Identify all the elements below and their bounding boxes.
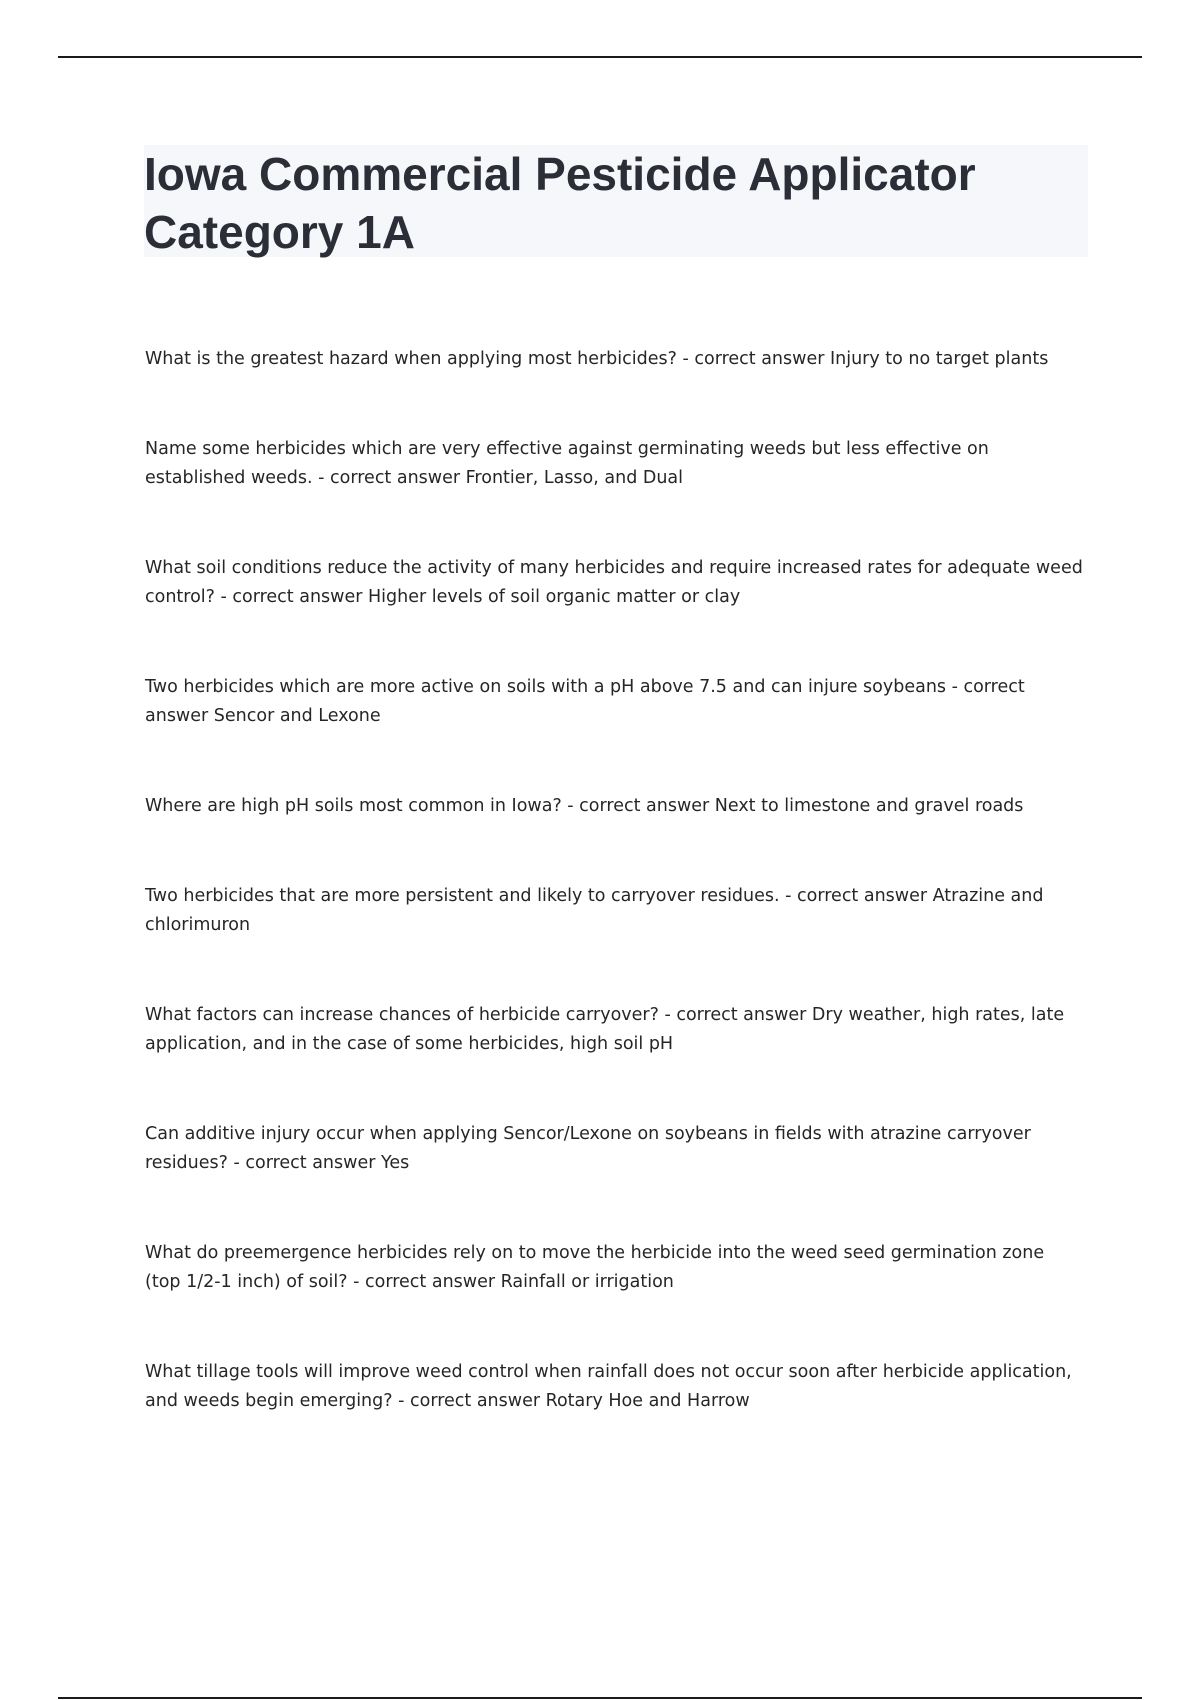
- title-banner: [144, 145, 1088, 257]
- qa-item-7: What factors can increase chances of herbicide carryover? - correct answer Dry weather, high rates, late application, and in the case of some herbicides, high soil pH: [145, 1005, 1065, 1054]
- qa-item-10: What tillage tools will improve weed control when rainfall does not occur soon after herbicide application, and weeds begin emerging? - correct answer Rotary Hoe and Harrow: [145, 1362, 1072, 1411]
- qa-item-5: Where are high pH soils most common in Iowa? - correct answer Next to limestone and gravel roads: [145, 796, 1024, 816]
- qa-item-9: What do preemergence herbicides rely on to move the herbicide into the weed seed germination zone (top 1/2-1 inch) of soil? - correct answer Rainfall or irrigation: [145, 1243, 1045, 1292]
- top-divider: [58, 56, 1142, 58]
- bottom-divider: [58, 1697, 1142, 1699]
- qa-item-3: What soil conditions reduce the activity of many herbicides and require increased rates for adequate weed control? - correct answer Higher levels of soil organic matter or clay: [145, 558, 1083, 607]
- qa-item-6: Two herbicides that are more persistent and likely to carryover residues. - correct answer Atrazine and chlorimuron: [145, 886, 1044, 935]
- qa-item-2: Name some herbicides which are very effective against germinating weeds but less effective on established weeds. - correct answer Frontier, Lasso, and Dual: [145, 439, 989, 488]
- qa-item-4: Two herbicides which are more active on soils with a pH above 7.5 and can injure soybeans - correct answer Sencor and Lexone: [145, 677, 1025, 726]
- qa-item-1: What is the greatest hazard when applying most herbicides? - correct answer Injury to no target plants: [145, 349, 1049, 369]
- page-title: Iowa Commercial Pesticide Applicator Category 1A: [144, 148, 976, 258]
- qa-list: [145, 345, 1085, 1477]
- qa-item-8: Can additive injury occur when applying Sencor/Lexone on soybeans in fields with atrazine carryover residues? - correct answer Yes: [145, 1124, 1031, 1173]
